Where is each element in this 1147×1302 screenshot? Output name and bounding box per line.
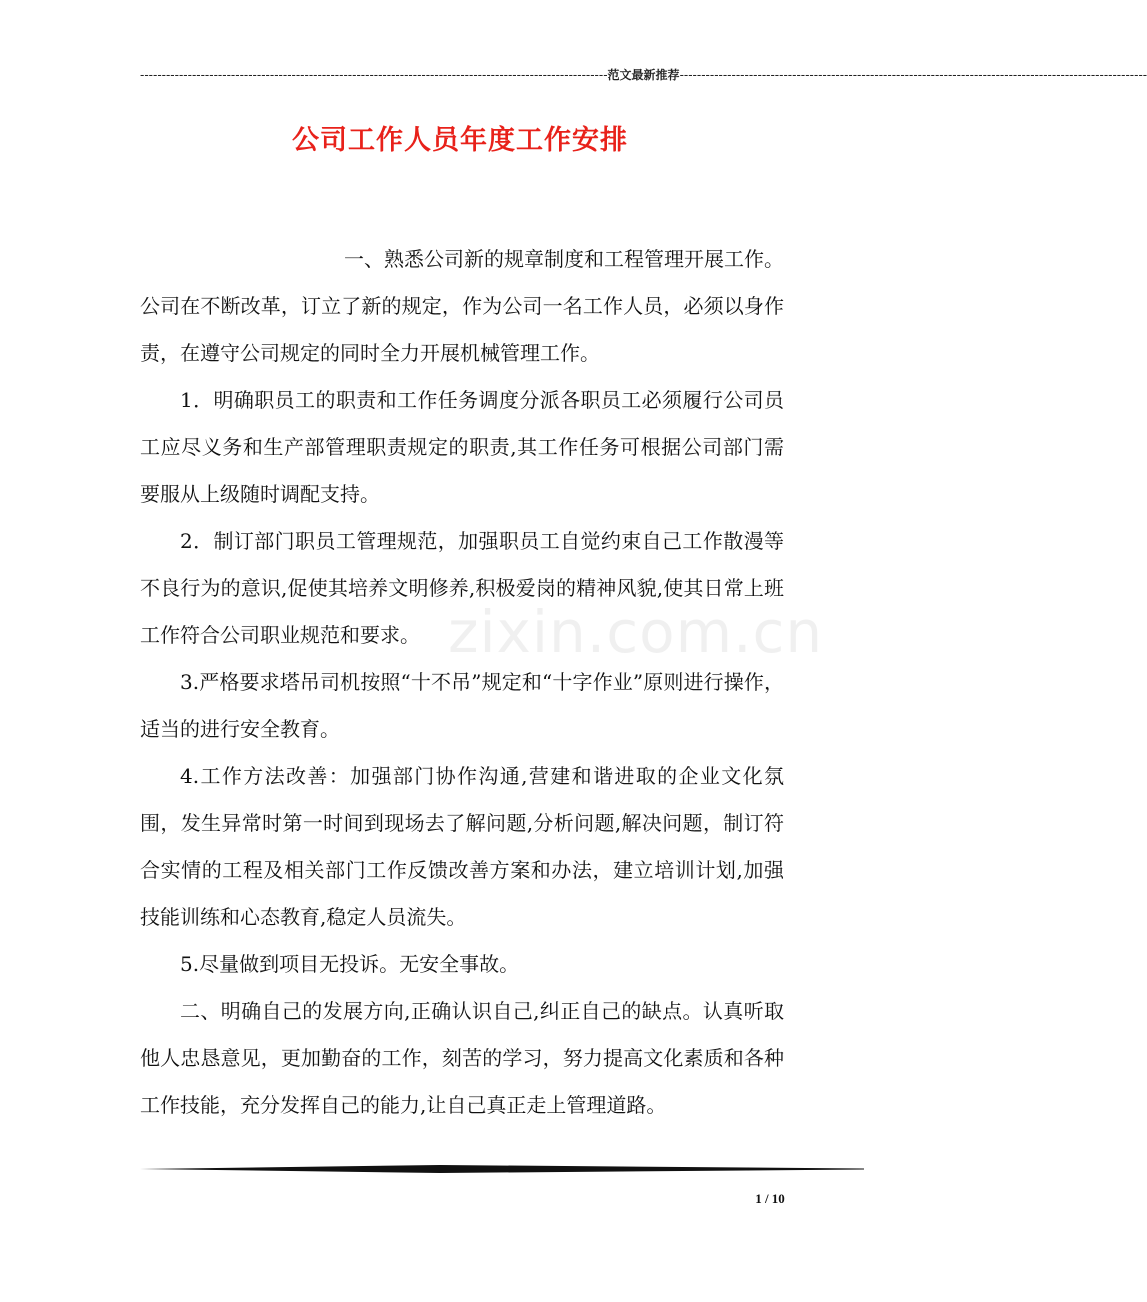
document-body [140,236,784,1129]
paragraph-item-1: 1．明确职员工的职责和工作任务调度分派各职员工必须履行公司员工应尽义务和生产部管理职责规定的职责,其工作任务可根据公司部门需要服从上级随时调配支持。 [140,388,784,506]
paragraph-section-one: 一、熟悉公司新的规章制度和工程管理开展工作。公司在不断改革，订立了新的规定，作为公司一名工作人员，必须以身作责，在遵守公司规定的同时全力开展机械管理工作。 [140,247,784,365]
page-number: 1 / 10 [755,1191,785,1206]
paragraph-section-two: 二、明确自己的发展方向,正确认识自己,纠正自己的缺点。认真听取他人忠恳意见，更加勤奋的工作，刻苦的学习，努力提高文化素质和各种工作技能，充分发挥自己的能力,让自己真正走上管理道路。 [140,999,784,1117]
document-title: 公司工作人员年度工作安排 [292,125,628,156]
footer-rule [140,1164,864,1174]
paragraph-item-5: 5.尽量做到项目无投诉。无安全事故。 [180,952,520,976]
watermark: zixin.com.cn [448,598,824,666]
header-label: 范文最新推荐 [607,68,680,82]
header-right-dashes: ------------------------------------------------------------------------------------------------------------ [679,67,1147,82]
paragraph-item-2: 2．制订部门职员工管理规范，加强职员工自觉约束自己工作散漫等不良行为的意识,促使其培养文明修养,积极爱岗的精神风貌,使其日常上班工作符合公司职业规范和要求。 [140,529,784,647]
paragraph-item-4: 4.工作方法改善：加强部门协作沟通,营建和谐进取的企业文化氛围，发生异常时第一时间到现场去了解问题,分析问题,解决问题，制订符合实情的工程及相关部门工作反馈改善方案和办法，建立培训计划,加强技能训练和心态教育,稳定人员流失。 [140,764,784,929]
page-header [140,66,1147,84]
header-left-dashes: ------------------------------------------------------------------------------------------------------------ [140,67,608,82]
paragraph-item-3: 3.严格要求塔吊司机按照“十不吊”规定和“十字作业”原则进行操作，适当的进行安全教育。 [140,670,784,741]
